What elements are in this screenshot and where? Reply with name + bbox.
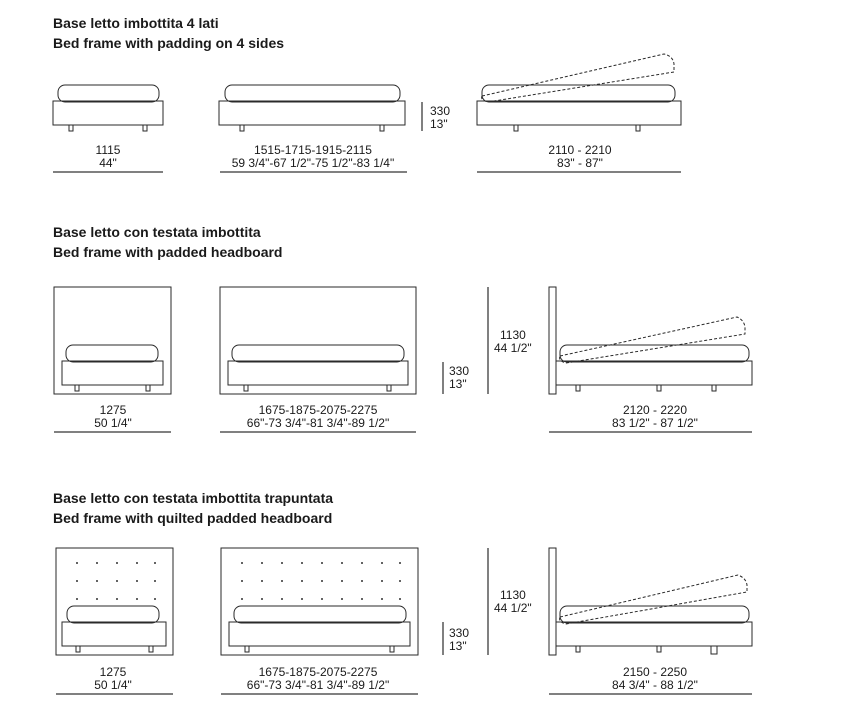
double-bed-quilted-front-view-3 [221, 548, 418, 655]
section-3-headboard-height-in: 44 1/2" [494, 601, 532, 615]
section-2-length-in: 83 1/2" - 87 1/2" [612, 416, 698, 430]
section-2-title-en: Bed frame with padded headboard [53, 244, 283, 260]
section-1-title-it: Base letto imbottita 4 lati [53, 15, 219, 31]
section-3-double-width-in: 66"-73 3/4"-81 3/4"-89 1/2" [246, 678, 390, 692]
section-2-single-width-in: 50 1/4" [94, 416, 132, 430]
section-1-title-en: Bed frame with padding on 4 sides [53, 35, 285, 51]
section-2-height-mm: 330 [449, 364, 470, 378]
section-3-double-width-mm: 1675-1875-2075-2275 [258, 665, 378, 679]
section-3-length-mm: 2150 - 2250 [622, 665, 688, 679]
section-2-double-width-mm: 1675-1875-2075-2275 [258, 403, 378, 417]
side-view-2 [549, 287, 752, 394]
section-2-headboard-height-mm: 1130 [500, 328, 526, 342]
quilt-dots-double-3 [241, 562, 401, 600]
single-bed-front-view-1 [53, 85, 163, 131]
section-3-height-mm: 330 [449, 626, 470, 640]
section-1-double-width-in: 59 3/4"-67 1/2"-75 1/2"-83 1/4" [231, 156, 395, 170]
section-1-length-mm: 2110 - 2210 [548, 143, 612, 157]
section-2-double-width-in: 66"-73 3/4"-81 3/4"-89 1/2" [246, 416, 390, 430]
section-3-title-it: Base letto con testata imbottita trapuntata [53, 490, 334, 506]
section-2-headboard-height-in: 44 1/2" [494, 341, 532, 355]
section-2-length-mm: 2120 - 2220 [622, 403, 688, 417]
section-3-height-in: 13" [449, 639, 467, 653]
section-3-headboard-height-mm: 1130 [500, 588, 526, 602]
section-1-single-width-mm: 1115 [95, 143, 121, 157]
section-3-single-width-mm: 1275 [99, 665, 127, 679]
section-3-length-in: 84 3/4" - 88 1/2" [612, 678, 698, 692]
section-1-double-width-mm: 1515-1715-1915-2115 [254, 143, 372, 157]
double-bed-headboard-front-view-2 [220, 287, 416, 394]
section-1-height-in: 13" [430, 117, 448, 131]
section-1-single-width-in: 44" [99, 156, 117, 170]
section-3-title-en: Bed frame with quilted padded headboard [53, 510, 333, 526]
quilt-dots-single-3 [76, 562, 156, 600]
section-2-title-it: Base letto con testata imbottita [53, 224, 261, 240]
section-1-height-mm: 330 [430, 104, 451, 118]
section-2-height-in: 13" [449, 377, 467, 391]
section-1-length-in: 83" - 87" [557, 156, 603, 170]
single-bed-headboard-front-view-2 [54, 287, 171, 394]
double-bed-front-view-1 [219, 85, 405, 131]
section-3-single-width-in: 50 1/4" [94, 678, 132, 692]
section-2-single-width-mm: 1275 [99, 403, 127, 417]
single-bed-quilted-front-view-3 [56, 548, 173, 655]
side-view-1 [477, 54, 681, 131]
side-view-3 [549, 548, 752, 655]
